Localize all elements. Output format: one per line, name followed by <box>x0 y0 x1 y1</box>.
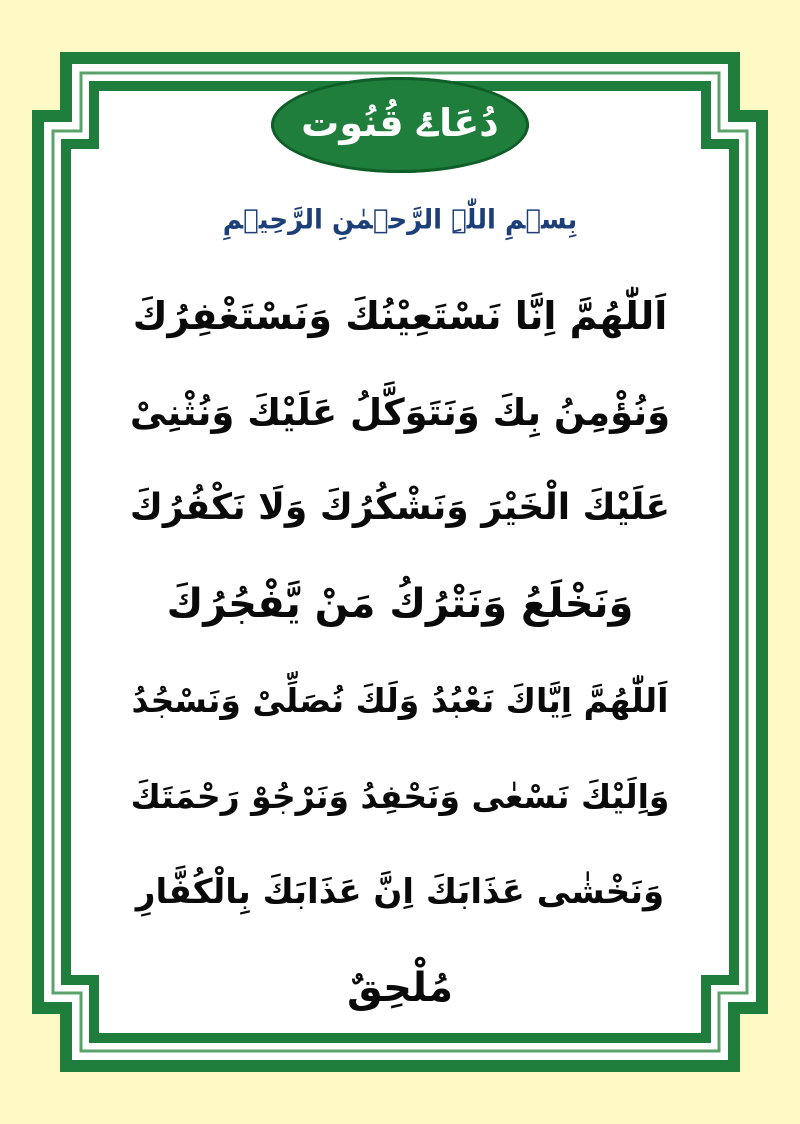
prayer-line: عَلَیْكَ الْخَیْرَ وَنَشْكُرُكَ وَلَا نَكْفُرُكَ <box>129 487 671 528</box>
page-title: دُعَاۓ قُنُوت <box>301 101 499 145</box>
prayer-line: وَاِلَیْكَ نَسْعٰی وَنَحْفِدُ وَنَرْجُوْ رَحْمَتَكَ <box>130 776 670 816</box>
prayer-line: مُلْحِقٌ <box>347 965 453 1011</box>
prayer-line: وَنُؤْمِنُ بِكَ وَنَتَوَكَّلُ عَلَیْكَ وَنُثْنِیْ <box>129 390 671 434</box>
prayer-line: اَللّٰھُمَّ اِنَّا نَسْتَعِیْنُكَ وَنَسْتَغْفِرُكَ <box>132 294 668 338</box>
basmala-text: بِسۡمِ اللّٰہِ الرَّحۡمٰنِ الرَّحِیۡمِ <box>222 204 578 236</box>
title-badge <box>271 77 529 173</box>
prayer-line: اَللّٰھُمَّ اِیَّاكَ نَعْبُدُ وَلَكَ نُصَلِّیْ وَنَسْجُدُ <box>131 680 669 720</box>
prayer-line: وَنَخْلَعُ وَنَتْرُكُ مَنْ یَّفْجُرُكَ <box>166 581 634 627</box>
prayer-text <box>130 268 670 1036</box>
basmala-calligraphy <box>222 192 578 248</box>
prayer-line: وَنَخْشٰی عَذَابَكَ اِنَّ عَذَابَكَ بِالْكُفَّارِ <box>135 872 665 912</box>
